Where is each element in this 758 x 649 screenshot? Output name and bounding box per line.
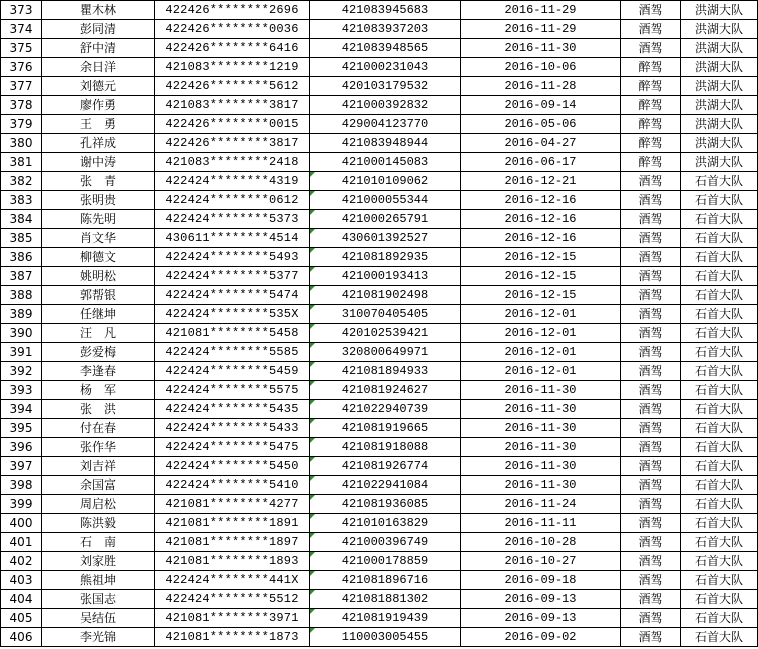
table-row — [1, 39, 758, 58]
id-number-cell[interactable]: 421081********1891 — [155, 514, 310, 533]
id-number-cell[interactable]: 422424********5450 — [155, 457, 310, 476]
table-row — [1, 172, 758, 191]
date-cell[interactable]: 2016-11-30 — [461, 381, 621, 400]
table-row — [1, 267, 758, 286]
row-number-cell[interactable]: 378 — [1, 96, 42, 115]
license-number-cell[interactable]: 421000396749 — [310, 533, 461, 552]
row-number-cell[interactable]: 384 — [1, 210, 42, 229]
name-cell[interactable]: 周启松 — [42, 495, 155, 514]
license-number-cell[interactable]: 421022940739 — [310, 400, 461, 419]
row-number-cell[interactable]: 391 — [1, 343, 42, 362]
violation-type-cell[interactable]: 酒驾 — [621, 39, 681, 58]
row-number-cell[interactable]: 382 — [1, 172, 42, 191]
table-body — [1, 1, 758, 647]
table-row — [1, 324, 758, 343]
row-number-cell[interactable]: 387 — [1, 267, 42, 286]
violation-type-cell[interactable]: 酒驾 — [621, 305, 681, 324]
row-number-cell[interactable]: 385 — [1, 229, 42, 248]
row-number-cell[interactable]: 404 — [1, 590, 42, 609]
id-number-cell[interactable]: 422424********5575 — [155, 381, 310, 400]
violation-type-cell[interactable]: 醉驾 — [621, 96, 681, 115]
violation-type-cell[interactable]: 醉驾 — [621, 134, 681, 153]
id-number-cell[interactable]: 422424********5459 — [155, 362, 310, 381]
violation-type-cell[interactable]: 酒驾 — [621, 229, 681, 248]
unit-cell[interactable]: 洪湖大队 — [681, 58, 758, 77]
date-cell[interactable]: 2016-09-13 — [461, 609, 621, 628]
name-cell[interactable]: 余国富 — [42, 476, 155, 495]
license-number-cell[interactable]: 421081881302 — [310, 590, 461, 609]
license-number-cell[interactable]: 310070405405 — [310, 305, 461, 324]
license-number-cell[interactable]: 320800649971 — [310, 343, 461, 362]
date-cell[interactable]: 2016-12-15 — [461, 267, 621, 286]
date-cell[interactable]: 2016-11-30 — [461, 419, 621, 438]
date-cell[interactable]: 2016-09-13 — [461, 590, 621, 609]
unit-cell[interactable]: 洪湖大队 — [681, 1, 758, 20]
name-cell[interactable]: 张 洪 — [42, 400, 155, 419]
table-row — [1, 400, 758, 419]
date-cell[interactable]: 2016-10-28 — [461, 533, 621, 552]
table-row — [1, 533, 758, 552]
license-number-cell[interactable]: 421000145083 — [310, 153, 461, 172]
license-number-cell[interactable]: 421081918088 — [310, 438, 461, 457]
name-cell[interactable]: 张 青 — [42, 172, 155, 191]
violation-type-cell[interactable]: 酒驾 — [621, 476, 681, 495]
name-cell[interactable]: 郭帮银 — [42, 286, 155, 305]
license-number-cell[interactable]: 421000178859 — [310, 552, 461, 571]
date-cell[interactable]: 2016-11-29 — [461, 1, 621, 20]
date-cell[interactable]: 2016-12-16 — [461, 210, 621, 229]
id-number-cell[interactable]: 421083********3817 — [155, 96, 310, 115]
name-cell[interactable]: 谢中涛 — [42, 153, 155, 172]
violation-type-cell[interactable]: 酒驾 — [621, 286, 681, 305]
unit-cell[interactable]: 石首大队 — [681, 419, 758, 438]
id-number-cell[interactable]: 422424********5585 — [155, 343, 310, 362]
table-row — [1, 628, 758, 647]
id-number-cell[interactable]: 421081********1897 — [155, 533, 310, 552]
violation-type-cell[interactable]: 酒驾 — [621, 248, 681, 267]
license-number-cell[interactable]: 421083945683 — [310, 1, 461, 20]
row-number-cell[interactable]: 377 — [1, 77, 42, 96]
row-number-cell[interactable]: 383 — [1, 191, 42, 210]
row-number-cell[interactable]: 406 — [1, 628, 42, 647]
date-cell[interactable]: 2016-12-15 — [461, 248, 621, 267]
date-cell[interactable]: 2016-11-30 — [461, 400, 621, 419]
row-number-cell[interactable]: 401 — [1, 533, 42, 552]
name-cell[interactable]: 汪 凡 — [42, 324, 155, 343]
unit-cell[interactable]: 石首大队 — [681, 457, 758, 476]
date-cell[interactable]: 2016-05-06 — [461, 115, 621, 134]
id-number-cell[interactable]: 421083********2418 — [155, 153, 310, 172]
violation-type-cell[interactable]: 醉驾 — [621, 115, 681, 134]
id-number-cell[interactable]: 422424********441X — [155, 571, 310, 590]
id-number-cell[interactable]: 422426********0036 — [155, 20, 310, 39]
violation-type-cell[interactable]: 酒驾 — [621, 343, 681, 362]
violation-type-cell[interactable]: 酒驾 — [621, 20, 681, 39]
unit-cell[interactable]: 石首大队 — [681, 191, 758, 210]
table-row — [1, 419, 758, 438]
unit-cell[interactable]: 洪湖大队 — [681, 134, 758, 153]
name-cell[interactable]: 刘德元 — [42, 77, 155, 96]
id-number-cell[interactable]: 422424********535X — [155, 305, 310, 324]
row-number-cell[interactable]: 398 — [1, 476, 42, 495]
row-number-cell[interactable]: 400 — [1, 514, 42, 533]
row-number-cell[interactable]: 396 — [1, 438, 42, 457]
date-cell[interactable]: 2016-12-21 — [461, 172, 621, 191]
table-row — [1, 362, 758, 381]
id-number-cell[interactable]: 422426********2696 — [155, 1, 310, 20]
table-row — [1, 134, 758, 153]
id-number-cell[interactable]: 422424********5512 — [155, 590, 310, 609]
license-number-cell[interactable]: 421000231043 — [310, 58, 461, 77]
row-number-cell[interactable]: 374 — [1, 20, 42, 39]
license-number-cell[interactable]: 421000193413 — [310, 267, 461, 286]
table-row — [1, 77, 758, 96]
unit-cell[interactable]: 石首大队 — [681, 552, 758, 571]
row-number-cell[interactable]: 373 — [1, 1, 42, 20]
table-row — [1, 229, 758, 248]
date-cell[interactable]: 2016-09-18 — [461, 571, 621, 590]
table-row — [1, 286, 758, 305]
row-number-cell[interactable]: 399 — [1, 495, 42, 514]
table-row — [1, 571, 758, 590]
date-cell[interactable]: 2016-06-17 — [461, 153, 621, 172]
date-cell[interactable]: 2016-12-01 — [461, 343, 621, 362]
date-cell[interactable]: 2016-11-24 — [461, 495, 621, 514]
id-number-cell[interactable]: 422424********5474 — [155, 286, 310, 305]
license-number-cell[interactable]: 421081919665 — [310, 419, 461, 438]
license-number-cell[interactable]: 420103179532 — [310, 77, 461, 96]
row-number-cell[interactable]: 402 — [1, 552, 42, 571]
name-cell[interactable]: 刘家胜 — [42, 552, 155, 571]
name-cell[interactable]: 刘吉祥 — [42, 457, 155, 476]
unit-cell[interactable]: 洪湖大队 — [681, 77, 758, 96]
unit-cell[interactable]: 石首大队 — [681, 514, 758, 533]
row-number-cell[interactable]: 381 — [1, 153, 42, 172]
name-cell[interactable]: 张明贵 — [42, 191, 155, 210]
id-number-cell[interactable]: 421083********1219 — [155, 58, 310, 77]
date-cell[interactable]: 2016-09-02 — [461, 628, 621, 647]
name-cell[interactable]: 孔祥成 — [42, 134, 155, 153]
license-number-cell[interactable]: 421081936085 — [310, 495, 461, 514]
license-number-cell[interactable]: 421081896716 — [310, 571, 461, 590]
license-number-cell[interactable]: 421000055344 — [310, 191, 461, 210]
id-number-cell[interactable]: 421081********4277 — [155, 495, 310, 514]
table-row — [1, 210, 758, 229]
unit-cell[interactable]: 石首大队 — [681, 400, 758, 419]
violation-type-cell[interactable]: 酒驾 — [621, 590, 681, 609]
license-number-cell[interactable]: 421010109062 — [310, 172, 461, 191]
id-number-cell[interactable]: 422424********4319 — [155, 172, 310, 191]
id-number-cell[interactable]: 421081********1893 — [155, 552, 310, 571]
date-cell[interactable]: 2016-11-30 — [461, 457, 621, 476]
violation-type-cell[interactable]: 酒驾 — [621, 191, 681, 210]
row-number-cell[interactable]: 379 — [1, 115, 42, 134]
date-cell[interactable]: 2016-12-15 — [461, 286, 621, 305]
unit-cell[interactable]: 石首大队 — [681, 476, 758, 495]
violation-type-cell[interactable]: 酒驾 — [621, 571, 681, 590]
date-cell[interactable]: 2016-12-16 — [461, 229, 621, 248]
row-number-cell[interactable]: 376 — [1, 58, 42, 77]
unit-cell[interactable]: 洪湖大队 — [681, 20, 758, 39]
name-cell[interactable]: 舒中清 — [42, 39, 155, 58]
name-cell[interactable]: 李逢春 — [42, 362, 155, 381]
table-row — [1, 476, 758, 495]
violation-type-cell[interactable]: 酒驾 — [621, 381, 681, 400]
license-number-cell[interactable]: 421081926774 — [310, 457, 461, 476]
license-number-cell[interactable]: 430601392527 — [310, 229, 461, 248]
id-number-cell[interactable]: 422424********5377 — [155, 267, 310, 286]
violation-type-cell[interactable]: 酒驾 — [621, 1, 681, 20]
license-number-cell[interactable]: 421081919439 — [310, 609, 461, 628]
unit-cell[interactable]: 石首大队 — [681, 628, 758, 647]
row-number-cell[interactable]: 405 — [1, 609, 42, 628]
table-row — [1, 191, 758, 210]
license-number-cell[interactable]: 110003005455 — [310, 628, 461, 647]
unit-cell[interactable]: 洪湖大队 — [681, 153, 758, 172]
violation-type-cell[interactable]: 酒驾 — [621, 552, 681, 571]
license-number-cell[interactable]: 421083937203 — [310, 20, 461, 39]
license-number-cell[interactable]: 421081902498 — [310, 286, 461, 305]
violation-type-cell[interactable]: 酒驾 — [621, 362, 681, 381]
date-cell[interactable]: 2016-10-27 — [461, 552, 621, 571]
table-row — [1, 58, 758, 77]
table-row — [1, 20, 758, 39]
table-row — [1, 552, 758, 571]
date-cell[interactable]: 2016-11-30 — [461, 476, 621, 495]
name-cell[interactable]: 彭同清 — [42, 20, 155, 39]
id-number-cell[interactable]: 422424********5475 — [155, 438, 310, 457]
name-cell[interactable]: 王 勇 — [42, 115, 155, 134]
row-number-cell[interactable]: 397 — [1, 457, 42, 476]
violation-type-cell[interactable]: 酒驾 — [621, 210, 681, 229]
violation-type-cell[interactable]: 酒驾 — [621, 324, 681, 343]
name-cell[interactable]: 张国志 — [42, 590, 155, 609]
row-number-cell[interactable]: 380 — [1, 134, 42, 153]
unit-cell[interactable]: 洪湖大队 — [681, 39, 758, 58]
violation-type-cell[interactable]: 酒驾 — [621, 400, 681, 419]
date-cell[interactable]: 2016-12-01 — [461, 324, 621, 343]
id-number-cell[interactable]: 422426********3817 — [155, 134, 310, 153]
unit-cell[interactable]: 石首大队 — [681, 362, 758, 381]
date-cell[interactable]: 2016-12-01 — [461, 305, 621, 324]
violation-type-cell[interactable]: 醉驾 — [621, 58, 681, 77]
id-number-cell[interactable]: 422426********0015 — [155, 115, 310, 134]
name-cell[interactable]: 廖作勇 — [42, 96, 155, 115]
id-number-cell[interactable]: 421081********3971 — [155, 609, 310, 628]
table-row — [1, 609, 758, 628]
table-row — [1, 590, 758, 609]
violation-type-cell[interactable]: 酒驾 — [621, 628, 681, 647]
violation-type-cell[interactable]: 酒驾 — [621, 514, 681, 533]
license-number-cell[interactable]: 421081924627 — [310, 381, 461, 400]
row-number-cell[interactable]: 388 — [1, 286, 42, 305]
unit-cell[interactable]: 洪湖大队 — [681, 115, 758, 134]
violation-type-cell[interactable]: 酒驾 — [621, 172, 681, 191]
unit-cell[interactable]: 洪湖大队 — [681, 96, 758, 115]
row-number-cell[interactable]: 375 — [1, 39, 42, 58]
unit-cell[interactable]: 石首大队 — [681, 324, 758, 343]
id-number-cell[interactable]: 422424********5410 — [155, 476, 310, 495]
date-cell[interactable]: 2016-11-29 — [461, 20, 621, 39]
violation-type-cell[interactable]: 酒驾 — [621, 609, 681, 628]
id-number-cell[interactable]: 422426********5612 — [155, 77, 310, 96]
table-row — [1, 96, 758, 115]
license-number-cell[interactable]: 421022941084 — [310, 476, 461, 495]
table-row — [1, 381, 758, 400]
row-number-cell[interactable]: 394 — [1, 400, 42, 419]
license-number-cell[interactable]: 421000265791 — [310, 210, 461, 229]
name-cell[interactable]: 任继坤 — [42, 305, 155, 324]
table-row — [1, 153, 758, 172]
unit-cell[interactable]: 石首大队 — [681, 381, 758, 400]
row-number-cell[interactable]: 395 — [1, 419, 42, 438]
id-number-cell[interactable]: 422424********5493 — [155, 248, 310, 267]
license-number-cell[interactable]: 420102539421 — [310, 324, 461, 343]
name-cell[interactable]: 陈先明 — [42, 210, 155, 229]
license-number-cell[interactable]: 421083948565 — [310, 39, 461, 58]
violation-type-cell[interactable]: 酒驾 — [621, 438, 681, 457]
row-number-cell[interactable]: 393 — [1, 381, 42, 400]
name-cell[interactable]: 瞿木林 — [42, 1, 155, 20]
row-number-cell[interactable]: 403 — [1, 571, 42, 590]
name-cell[interactable]: 吴结伍 — [42, 609, 155, 628]
unit-cell[interactable]: 石首大队 — [681, 229, 758, 248]
id-number-cell[interactable]: 421081********5458 — [155, 324, 310, 343]
id-number-cell[interactable]: 422424********5373 — [155, 210, 310, 229]
date-cell[interactable]: 2016-11-30 — [461, 39, 621, 58]
license-number-cell[interactable]: 421081892935 — [310, 248, 461, 267]
name-cell[interactable]: 张作华 — [42, 438, 155, 457]
unit-cell[interactable]: 石首大队 — [681, 210, 758, 229]
license-number-cell[interactable]: 421083948944 — [310, 134, 461, 153]
table-row — [1, 438, 758, 457]
license-number-cell[interactable]: 421000392832 — [310, 96, 461, 115]
table-row — [1, 115, 758, 134]
name-cell[interactable]: 余日洋 — [42, 58, 155, 77]
unit-cell[interactable]: 石首大队 — [681, 267, 758, 286]
violation-type-cell[interactable]: 醉驾 — [621, 77, 681, 96]
unit-cell[interactable]: 石首大队 — [681, 495, 758, 514]
date-cell[interactable]: 2016-04-27 — [461, 134, 621, 153]
name-cell[interactable]: 姚明松 — [42, 267, 155, 286]
violation-type-cell[interactable]: 酒驾 — [621, 457, 681, 476]
table-row — [1, 343, 758, 362]
date-cell[interactable]: 2016-10-06 — [461, 58, 621, 77]
table-row — [1, 495, 758, 514]
name-cell[interactable]: 陈洪毅 — [42, 514, 155, 533]
date-cell[interactable]: 2016-12-16 — [461, 191, 621, 210]
date-cell[interactable]: 2016-11-11 — [461, 514, 621, 533]
row-number-cell[interactable]: 389 — [1, 305, 42, 324]
name-cell[interactable]: 李光锦 — [42, 628, 155, 647]
violation-type-cell[interactable]: 酒驾 — [621, 267, 681, 286]
date-cell[interactable]: 2016-12-01 — [461, 362, 621, 381]
table-row — [1, 248, 758, 267]
name-cell[interactable]: 熊祖坤 — [42, 571, 155, 590]
license-number-cell[interactable]: 421081894933 — [310, 362, 461, 381]
name-cell[interactable]: 石 南 — [42, 533, 155, 552]
violation-type-cell[interactable]: 酒驾 — [621, 419, 681, 438]
violation-type-cell[interactable]: 醉驾 — [621, 153, 681, 172]
row-number-cell[interactable]: 386 — [1, 248, 42, 267]
row-number-cell[interactable]: 390 — [1, 324, 42, 343]
table-row — [1, 514, 758, 533]
unit-cell[interactable]: 石首大队 — [681, 533, 758, 552]
unit-cell[interactable]: 石首大队 — [681, 438, 758, 457]
license-number-cell[interactable]: 429004123770 — [310, 115, 461, 134]
id-number-cell[interactable]: 421081********1873 — [155, 628, 310, 647]
name-cell[interactable]: 柳德文 — [42, 248, 155, 267]
date-cell[interactable]: 2016-11-28 — [461, 77, 621, 96]
unit-cell[interactable]: 石首大队 — [681, 305, 758, 324]
table-row — [1, 305, 758, 324]
date-cell[interactable]: 2016-11-30 — [461, 438, 621, 457]
table-row — [1, 1, 758, 20]
unit-cell[interactable]: 石首大队 — [681, 248, 758, 267]
name-cell[interactable]: 肖文华 — [42, 229, 155, 248]
unit-cell[interactable]: 石首大队 — [681, 343, 758, 362]
table-row — [1, 457, 758, 476]
name-cell[interactable]: 杨 军 — [42, 381, 155, 400]
id-number-cell[interactable]: 422424********0612 — [155, 191, 310, 210]
unit-cell[interactable]: 石首大队 — [681, 286, 758, 305]
id-number-cell[interactable]: 430611********4514 — [155, 229, 310, 248]
id-number-cell[interactable]: 422424********5435 — [155, 400, 310, 419]
date-cell[interactable]: 2016-09-14 — [461, 96, 621, 115]
license-number-cell[interactable]: 421010163829 — [310, 514, 461, 533]
unit-cell[interactable]: 石首大队 — [681, 590, 758, 609]
unit-cell[interactable]: 石首大队 — [681, 172, 758, 191]
name-cell[interactable]: 彭爱梅 — [42, 343, 155, 362]
unit-cell[interactable]: 石首大队 — [681, 571, 758, 590]
id-number-cell[interactable]: 422426********6416 — [155, 39, 310, 58]
violation-type-cell[interactable]: 酒驾 — [621, 495, 681, 514]
name-cell[interactable]: 付在春 — [42, 419, 155, 438]
id-number-cell[interactable]: 422424********5433 — [155, 419, 310, 438]
violation-type-cell[interactable]: 酒驾 — [621, 533, 681, 552]
unit-cell[interactable]: 石首大队 — [681, 609, 758, 628]
row-number-cell[interactable]: 392 — [1, 362, 42, 381]
